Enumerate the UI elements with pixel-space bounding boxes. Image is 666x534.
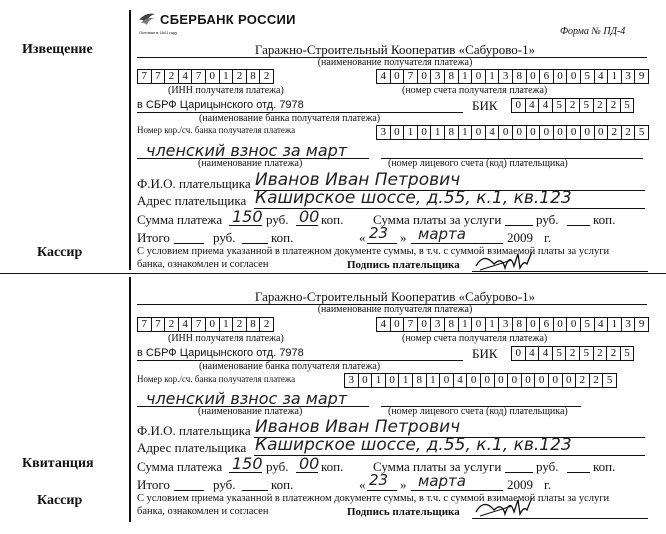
inn-digit: 7 <box>151 317 166 332</box>
account-digit: 0 <box>526 69 541 84</box>
bik-cells <box>511 98 633 113</box>
notice-label: Извещение <box>22 42 93 57</box>
terms-line1: С условием приема указанной в платежном документе суммы, в т.ч. с суммой взимаемой платы за услуги <box>137 246 610 257</box>
service-kop-label-r: коп. <box>593 459 616 474</box>
sum-label-r: Сумма платежа <box>137 459 223 474</box>
account-digit: 4 <box>376 317 391 332</box>
corr-digit: 0 <box>390 125 405 140</box>
corr-digit: 1 <box>398 373 413 388</box>
inn-digit: 4 <box>178 317 193 332</box>
corr-digit: 4 <box>485 125 500 140</box>
corr-digit: 0 <box>562 373 577 388</box>
corr-caption: Номер кор./сч. банка получателя платежа <box>137 125 296 135</box>
corr-digit: 1 <box>458 125 473 140</box>
service-rub-label: руб. <box>536 212 559 227</box>
account-digit: 3 <box>498 69 513 84</box>
account-digit: 3 <box>621 317 636 332</box>
inn-digit: 7 <box>137 317 152 332</box>
account-caption: (номер счета получателя платежа) <box>402 85 548 96</box>
account-digit: 4 <box>376 69 391 84</box>
purpose-value-r: членский взнос за март <box>146 389 348 408</box>
receipt-label: Квитанция <box>22 456 94 471</box>
day-underline-r <box>367 490 397 491</box>
account-digit: 9 <box>634 317 649 332</box>
corr-caption-r: Номер кор./сч. банка получателя платежа <box>137 374 296 384</box>
inn-digit: 8 <box>246 317 261 332</box>
rub-label-r: руб. <box>266 459 289 474</box>
account-digit: 0 <box>553 317 568 332</box>
service-rub-underline <box>505 225 533 226</box>
total-kop-underline <box>242 243 268 244</box>
corr-digit: 1 <box>426 373 441 388</box>
account-digit: 5 <box>580 69 595 84</box>
corr-digit: 0 <box>507 373 522 388</box>
account-digit: 0 <box>417 317 432 332</box>
service-kop-label: коп. <box>593 212 616 227</box>
corr-digit: 2 <box>575 373 590 388</box>
rub-label: руб. <box>266 212 289 227</box>
corr-digit: 1 <box>371 373 386 388</box>
corr-digit: 0 <box>534 373 549 388</box>
inn-digit: 7 <box>151 69 166 84</box>
inn-cells <box>137 69 273 84</box>
inn-digit: 0 <box>205 69 220 84</box>
bank-tagline: Основан в 1841 году <box>139 30 178 35</box>
purpose-value: членский взнос за март <box>146 141 348 160</box>
bik-digit: 4 <box>538 98 553 113</box>
inn-digit: 7 <box>191 69 206 84</box>
bik-digit: 2 <box>593 98 608 113</box>
account-cells-r <box>376 317 648 332</box>
service-sum-label-r: Сумма платы за услуги <box>373 459 502 474</box>
inn-caption-r: (ИНН получателя платежа) <box>168 333 284 344</box>
fio-value-r: Иванов Иван Петрович <box>255 417 461 437</box>
bik-digit: 5 <box>620 98 635 113</box>
vertical-divider-top <box>129 10 131 270</box>
year-value-r: 2009 <box>507 477 533 492</box>
corr-digit: 1 <box>430 125 445 140</box>
bank-name-value-r: в СБРФ Царицынского отд. 7978 <box>137 347 304 359</box>
bik-digit: 2 <box>606 346 621 361</box>
month-underline <box>411 243 503 244</box>
corr-digit: 0 <box>526 125 541 140</box>
kop-label: коп. <box>321 212 344 227</box>
account-digit: 8 <box>444 317 459 332</box>
corr-digit: 3 <box>344 373 359 388</box>
payee-caption-r: (наименование получателя платежа) <box>317 304 473 315</box>
day-value-r: 23 <box>369 471 389 489</box>
total-kop-underline-r <box>242 490 268 491</box>
corr-digit: 0 <box>466 373 481 388</box>
account-digit: 8 <box>512 317 527 332</box>
account-digit: 1 <box>485 317 500 332</box>
day-value: 23 <box>369 224 389 242</box>
bik-digit: 5 <box>552 98 567 113</box>
account-digit: 0 <box>553 69 568 84</box>
corr-digit: 0 <box>512 125 527 140</box>
sberbank-logo-icon <box>137 11 157 27</box>
inn-digit: 2 <box>232 69 247 84</box>
inn-digit: 2 <box>259 69 274 84</box>
fio-value: Иванов Иван Петрович <box>255 170 461 190</box>
corr-digit: 0 <box>471 125 486 140</box>
cashier-label-top: Кассир <box>37 245 83 260</box>
kop-label-r: коп. <box>321 459 344 474</box>
account-digit: 1 <box>458 69 473 84</box>
inn-digit: 2 <box>164 317 179 332</box>
account-digit: 3 <box>430 317 445 332</box>
account-digit: 0 <box>566 317 581 332</box>
corr-digit: 2 <box>621 125 636 140</box>
year-suffix: г. <box>544 230 552 245</box>
service-sum-label: Сумма платы за услуги <box>373 212 502 227</box>
service-rub-label-r: руб. <box>536 459 559 474</box>
account-digit: 0 <box>566 69 581 84</box>
corr-digit: 0 <box>594 125 609 140</box>
total-rub-underline <box>174 243 204 244</box>
sum-rub-value: 150 <box>232 207 263 226</box>
bik-cells-r <box>511 346 633 361</box>
account-digit: 5 <box>580 317 595 332</box>
month-value: марта <box>418 225 466 243</box>
terms-line1-r: С условием приема указанной в платежном документе суммы, в т.ч. с суммой взимаемой платы за услуги <box>137 493 610 504</box>
service-rub-underline-r <box>505 472 533 473</box>
year-value: 2009 <box>507 230 533 245</box>
sum-kop-value-r: 00 <box>299 454 320 473</box>
month-underline-r <box>411 490 503 491</box>
corr-digit: 0 <box>553 125 568 140</box>
account-digit: 1 <box>458 317 473 332</box>
inn-digit: 7 <box>137 69 152 84</box>
corr-digit: 0 <box>539 125 554 140</box>
corr-digit: 3 <box>376 125 391 140</box>
total-kop-label: коп. <box>271 230 294 245</box>
corr-digit: 5 <box>602 373 617 388</box>
bik-digit: 5 <box>579 98 594 113</box>
purpose-caption: (наименование платежа) <box>198 158 303 169</box>
bik-digit: 2 <box>565 346 580 361</box>
sum-rub-underline-r <box>229 472 262 473</box>
inn-digit: 0 <box>205 317 220 332</box>
corr-digit: 2 <box>607 125 622 140</box>
payee-name: Гаражно-Строительный Кооператив «Сабурово-1» <box>254 42 536 57</box>
corr-digit: 2 <box>589 373 604 388</box>
quote-close-r: » <box>400 477 407 492</box>
payee-caption: (наименование получателя платежа) <box>317 57 473 68</box>
account-digit: 0 <box>417 69 432 84</box>
account-digit: 0 <box>471 69 486 84</box>
service-kop-underline <box>567 225 590 226</box>
purpose-caption-r: (наименование платежа) <box>198 406 303 417</box>
account-caption-r: (номер счета получателя платежа) <box>402 333 548 344</box>
corr-digit: 0 <box>439 373 454 388</box>
cut-line <box>0 273 666 274</box>
corr-digit: 0 <box>521 373 536 388</box>
total-rub-label: руб. <box>213 230 236 245</box>
inn-digit: 2 <box>164 69 179 84</box>
vertical-divider-bottom <box>129 277 131 522</box>
bik-digit: 5 <box>579 346 594 361</box>
account-digit: 8 <box>444 69 459 84</box>
bik-digit: 2 <box>565 98 580 113</box>
account-digit: 0 <box>471 317 486 332</box>
inn-caption: (ИНН получателя платежа) <box>168 85 284 96</box>
inn-digit: 4 <box>178 69 193 84</box>
cashier-label-bottom: Кассир <box>37 493 83 508</box>
signature-image <box>472 246 542 274</box>
account-digit: 4 <box>594 317 609 332</box>
inn-digit: 1 <box>219 317 234 332</box>
signature-label-r: Подпись плательщика <box>347 506 460 518</box>
sum-kop-underline-r <box>296 472 318 473</box>
bank-name: СБЕРБАНК РОССИИ <box>160 11 296 27</box>
sum-kop-value: 00 <box>299 207 320 226</box>
corr-cells-r <box>344 373 616 388</box>
account-digit: 3 <box>621 69 636 84</box>
corr-digit: 0 <box>566 125 581 140</box>
bik-digit: 4 <box>525 98 540 113</box>
total-kop-label-r: коп. <box>271 477 294 492</box>
signature-label: Подпись плательщика <box>347 259 460 271</box>
total-label: Итого <box>137 230 170 245</box>
sum-kop-underline <box>296 225 318 226</box>
corr-cells <box>376 125 648 140</box>
account-cells <box>376 69 648 84</box>
account-digit: 6 <box>539 69 554 84</box>
day-underline <box>367 243 397 244</box>
inn-cells-r <box>137 317 273 332</box>
bik-digit: 0 <box>511 98 526 113</box>
corr-digit: 0 <box>548 373 563 388</box>
sum-label: Сумма платежа <box>137 212 223 227</box>
corr-digit: 8 <box>412 373 427 388</box>
corr-digit: 8 <box>444 125 459 140</box>
account-digit: 0 <box>390 69 405 84</box>
total-label-r: Итого <box>137 477 170 492</box>
corr-digit: 1 <box>403 125 418 140</box>
inn-digit: 1 <box>219 69 234 84</box>
account-digit: 7 <box>403 69 418 84</box>
bik-digit: 0 <box>511 346 526 361</box>
account-digit: 0 <box>526 317 541 332</box>
fio-label-r: Ф.И.О. плательщика <box>137 423 251 438</box>
sum-rub-underline <box>229 225 262 226</box>
account-digit: 4 <box>594 69 609 84</box>
corr-digit: 0 <box>480 373 495 388</box>
address-label-r: Адрес плательщика <box>137 440 247 455</box>
quote-open: « <box>359 230 366 245</box>
service-kop-underline-r <box>567 472 590 473</box>
account-digit: 8 <box>512 69 527 84</box>
address-value-r: Каширское шоссе, д.55, к.1, кв.123 <box>255 435 572 455</box>
bik-digit: 2 <box>593 346 608 361</box>
sum-rub-value-r: 150 <box>232 454 263 473</box>
account-digit: 6 <box>539 317 554 332</box>
bik-label: БИК <box>472 98 498 113</box>
corr-digit: 4 <box>453 373 468 388</box>
bik-label-r: БИК <box>472 346 498 361</box>
account-digit: 9 <box>634 69 649 84</box>
account-digit: 3 <box>430 69 445 84</box>
account-digit: 1 <box>607 69 622 84</box>
corr-digit: 0 <box>385 373 400 388</box>
quote-open-r: « <box>359 477 366 492</box>
bank-caption-r: (наименование банка получателя платежа) <box>199 361 381 372</box>
bank-name-value: в СБРФ Царицынского отд. 7978 <box>137 99 304 111</box>
bik-digit: 2 <box>606 98 621 113</box>
sberbank-logo <box>137 11 296 27</box>
account-digit: 1 <box>485 69 500 84</box>
corr-digit: 0 <box>494 373 509 388</box>
inn-digit: 7 <box>191 317 206 332</box>
fio-label: Ф.И.О. плательщика <box>137 176 251 191</box>
month-value-r: марта <box>418 472 466 490</box>
bik-digit: 4 <box>525 346 540 361</box>
signature-image-r <box>472 492 542 520</box>
terms-line2-r: банка, ознакомлен и согласен <box>137 506 269 517</box>
inn-digit: 2 <box>232 317 247 332</box>
form-number: Форма № ПД-4 <box>560 26 626 37</box>
payee-name-r: Гаражно-Строительный Кооператив «Сабурово-1» <box>254 289 536 304</box>
address-label: Адрес плательщика <box>137 193 247 208</box>
inn-digit: 2 <box>259 317 274 332</box>
account-digit: 3 <box>498 317 513 332</box>
personal-caption-r: (номер лицевого счета (код) плательщика) <box>388 406 568 417</box>
corr-digit: 0 <box>498 125 513 140</box>
inn-digit: 8 <box>246 69 261 84</box>
bik-digit: 5 <box>620 346 635 361</box>
corr-digit: 0 <box>417 125 432 140</box>
corr-digit: 0 <box>358 373 373 388</box>
address-value: Каширское шоссе, д.55, к.1, кв.123 <box>255 188 572 208</box>
terms-line2: банка, ознакомлен и согласен <box>137 259 269 270</box>
account-digit: 0 <box>390 317 405 332</box>
quote-close: » <box>400 230 407 245</box>
account-digit: 1 <box>607 317 622 332</box>
year-suffix-r: г. <box>544 477 552 492</box>
account-digit: 7 <box>403 317 418 332</box>
bik-digit: 4 <box>538 346 553 361</box>
corr-digit: 5 <box>634 125 649 140</box>
bank-caption: (наименование банка получателя платежа) <box>199 113 381 124</box>
personal-caption: (номер лицевого счета (код) плательщика) <box>388 158 568 169</box>
total-rub-label-r: руб. <box>213 477 236 492</box>
total-rub-underline-r <box>174 490 204 491</box>
bik-digit: 5 <box>552 346 567 361</box>
corr-digit: 0 <box>580 125 595 140</box>
